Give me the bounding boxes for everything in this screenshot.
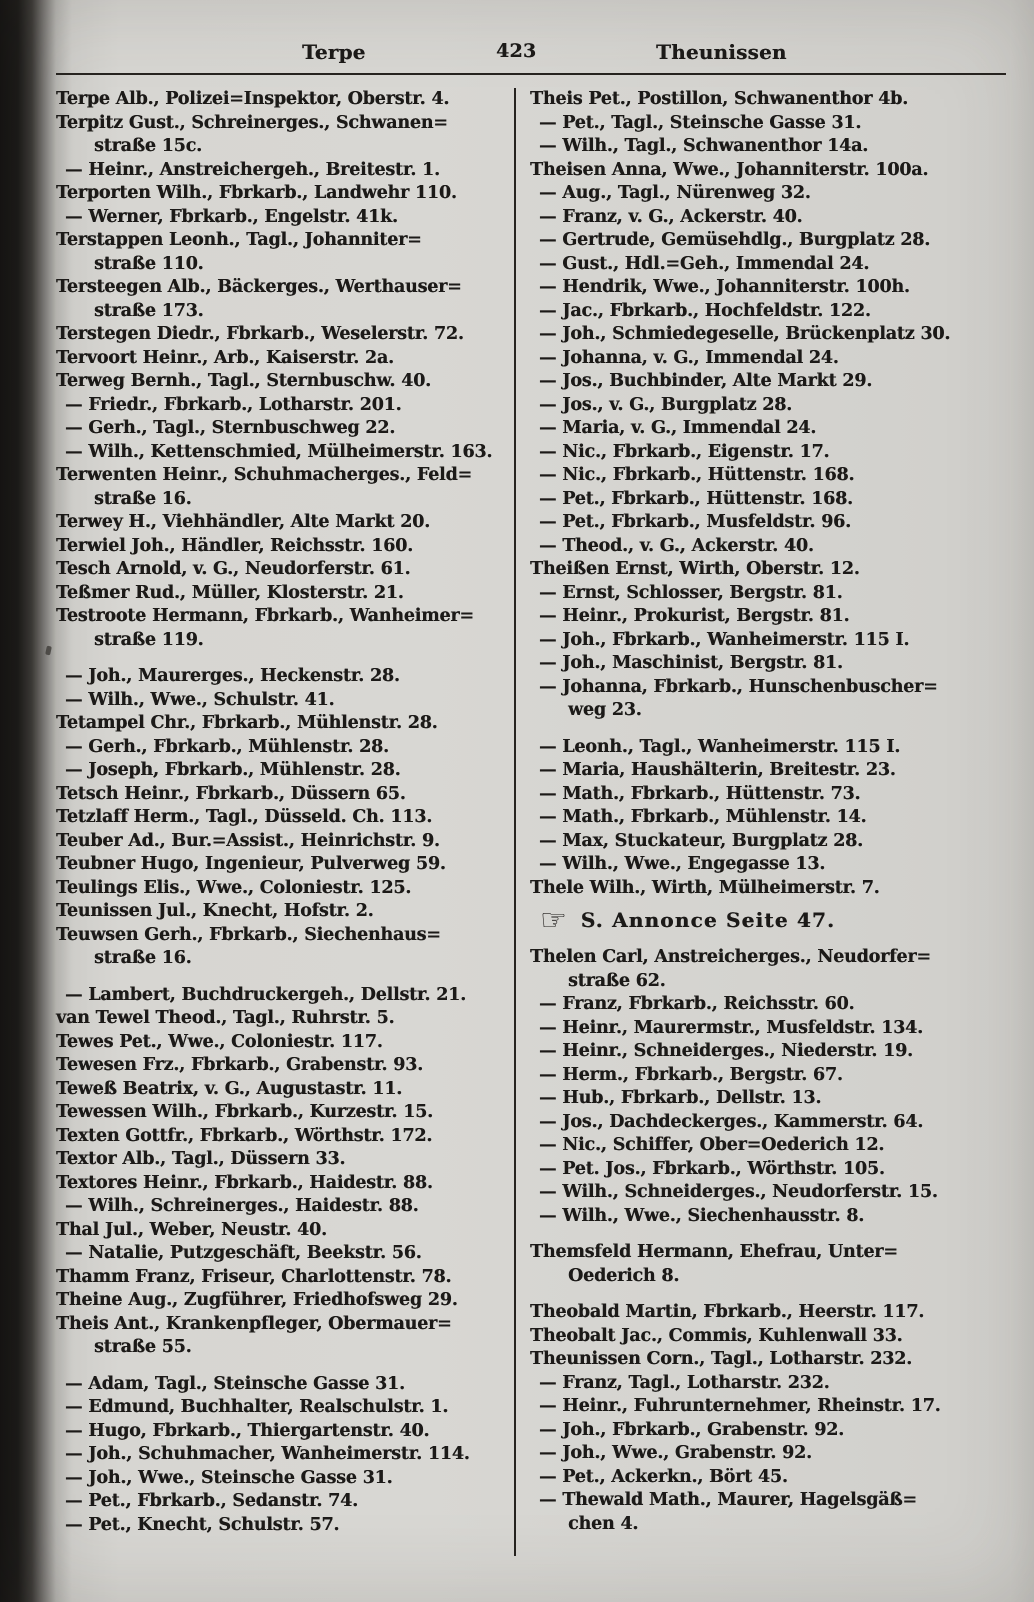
entry-line: — Joh., Schmiedegeselle, Brückenplatz 30. <box>539 324 951 344</box>
directory-entry <box>56 582 508 606</box>
entry-line: Tetampel Chr., Fbrkarb., Mühlenstr. 28. <box>56 713 438 733</box>
entry-line: — Johanna, v. G., Immendal 24. <box>539 347 839 368</box>
entry-line: — Joh., Wwe., Grabenstr. 92. <box>539 1443 812 1463</box>
directory-entry <box>56 417 508 441</box>
directory-entry <box>530 1325 1014 1349</box>
entry-line: Thal Jul., Weber, Neustr. 40. <box>56 1219 327 1240</box>
directory-entry <box>530 946 1014 993</box>
directory-entry <box>56 1172 508 1196</box>
entry-line: — Jac., Fbrkarb., Hochfeldstr. 122. <box>539 300 871 321</box>
directory-entry <box>530 1134 1014 1158</box>
directory-entry <box>530 1111 1014 1135</box>
directory-entry <box>530 1017 1014 1041</box>
directory-entry <box>530 605 1014 629</box>
directory-entry <box>56 276 508 323</box>
directory-entry <box>56 1373 508 1397</box>
directory-entry <box>530 1205 1014 1229</box>
entry-line: Teuber Ad., Bur.=Assist., Heinrichstr. 9. <box>56 830 440 851</box>
directory-entry <box>530 830 1014 854</box>
directory-entry <box>56 1313 508 1360</box>
entry-line: — Max, Stuckateur, Burgplatz 28. <box>539 830 863 851</box>
entry-line: — Franz, v. G., Ackerstr. 40. <box>539 206 803 227</box>
entry-line: Teuwsen Gerh., Fbrkarb., Siechenhaus= <box>56 924 441 945</box>
directory-entry <box>530 853 1014 877</box>
entry-line: Tewessen Wilh., Fbrkarb., Kurzestr. 15. <box>56 1102 433 1122</box>
entry-line: — Pet., Fbrkarb., Sedanstr. 74. <box>65 1491 358 1511</box>
directory-entry <box>56 1219 508 1243</box>
entry-line: Theis Ant., Krankenpfleger, Obermauer= <box>56 1313 452 1334</box>
entry-line: Thelen Carl, Anstreicherges., Neudorfer= <box>530 947 931 967</box>
directory-entry <box>530 1348 1014 1372</box>
entry-line: Teunissen Jul., Knecht, Hofstr. 2. <box>56 901 374 921</box>
directory-entry <box>530 464 1014 488</box>
directory-entry <box>56 783 508 807</box>
entry-line: Themsfeld Hermann, Ehefrau, Unter= <box>530 1242 898 1262</box>
right-column <box>522 88 1014 1556</box>
directory-entry <box>530 182 1014 206</box>
entry-line: Terwiel Joh., Händler, Reichsstr. 160. <box>56 535 413 556</box>
entry-line: — Johanna, Fbrkarb., Hunschenbuscher= <box>539 676 938 697</box>
entry-line: straße 110. <box>94 253 204 274</box>
entry-line: Thele Wilh., Wirth, Mülheimerstr. 7. <box>530 877 880 898</box>
entry-line: Textores Heinr., Fbrkarb., Haidestr. 88. <box>56 1172 433 1193</box>
entry-line: — Edmund, Buchhalter, Realschulstr. 1. <box>65 1397 449 1417</box>
directory-entry <box>530 1181 1014 1205</box>
directory-entry <box>56 206 508 230</box>
directory-entry <box>56 665 508 689</box>
entry-line: Theis Pet., Postillon, Schwanenthor 4b. <box>530 89 908 109</box>
directory-entry <box>56 394 508 418</box>
page-number: 423 <box>496 40 537 62</box>
directory-entry <box>530 1419 1014 1443</box>
entry-line: — Math., Fbrkarb., Mühlenstr. 14. <box>539 807 867 827</box>
directory-entry <box>56 689 508 713</box>
directory-entry <box>56 511 508 535</box>
entry-line: Tesch Arnold, v. G., Neudorferstr. 61. <box>56 559 411 579</box>
entry-line: — Joh., Maschinist, Bergstr. 81. <box>539 653 843 673</box>
directory-entry <box>56 605 508 652</box>
entry-line: — Theod., v. G., Ackerstr. 40. <box>539 535 814 556</box>
entry-line: straße 15c. <box>94 136 202 156</box>
entry-line: — Jos., v. G., Burgplatz 28. <box>539 394 793 415</box>
directory-entry <box>56 984 508 1008</box>
directory-entry <box>56 806 508 830</box>
entry-line: — Natalie, Putzgeschäft, Beekstr. 56. <box>65 1243 422 1263</box>
entry-line: — Wilh., Tagl., Schwanenthor 14a. <box>539 136 869 156</box>
directory-entry <box>530 1064 1014 1088</box>
entry-line: — Heinr., Fuhrunternehmer, Rheinstr. 17. <box>539 1396 941 1416</box>
entry-line: Tewes Pet., Wwe., Coloniestr. 117. <box>56 1031 383 1052</box>
directory-entry <box>530 1301 1014 1325</box>
directory-entry <box>56 182 508 206</box>
entry-line: — Wilh., Kettenschmied, Mülheimerstr. 163. <box>65 441 493 462</box>
annonce-text: S. Annonce Seite 47. <box>580 908 836 933</box>
directory-entry <box>56 712 508 736</box>
entry-line: Terpitz Gust., Schreinerges., Schwanen= <box>56 112 448 133</box>
entry-line: chen 4. <box>568 1513 639 1534</box>
directory-entry <box>530 206 1014 230</box>
entry-line: — Jos., Buchbinder, Alte Markt 29. <box>539 371 873 391</box>
directory-entry <box>530 135 1014 159</box>
directory-entry <box>56 535 508 559</box>
directory-entry <box>56 1396 508 1420</box>
entry-line: straße 173. <box>94 300 204 321</box>
entry-line: — Aug., Tagl., Nürenweg 32. <box>539 183 811 203</box>
entry-line: Textor Alb., Tagl., Düssern 33. <box>56 1149 346 1169</box>
entry-line: — Franz, Fbrkarb., Reichsstr. 60. <box>539 994 855 1014</box>
directory-entry <box>56 1467 508 1491</box>
directory-entry <box>530 159 1014 183</box>
entry-line: — Wilh., Wwe., Schulstr. 41. <box>65 689 335 710</box>
directory-entry <box>530 759 1014 783</box>
directory-entry <box>530 535 1014 559</box>
directory-entry <box>530 1040 1014 1064</box>
entry-line: — Heinr., Prokurist, Bergstr. 81. <box>539 606 850 626</box>
directory-entry <box>530 229 1014 253</box>
entry-line: Teulings Elis., Wwe., Coloniestr. 125. <box>56 877 412 898</box>
directory-entry <box>56 759 508 783</box>
directory-entry <box>530 300 1014 324</box>
directory-entry <box>530 347 1014 371</box>
entry-line: — Gerh., Tagl., Sternbuschweg 22. <box>65 418 396 438</box>
directory-entry <box>530 806 1014 830</box>
entry-line: — Thewald Math., Maurer, Hagelsgäß= <box>539 1490 917 1510</box>
entry-line: — Math., Fbrkarb., Hüttenstr. 73. <box>539 783 861 804</box>
directory-entry <box>530 1372 1014 1396</box>
directory-entry <box>530 877 1014 901</box>
entry-line: — Joh., Schuhmacher, Wanheimerstr. 114. <box>65 1444 470 1464</box>
directory-entry <box>56 1148 508 1172</box>
entry-line: — Heinr., Schneiderges., Niederstr. 19. <box>539 1041 913 1061</box>
left-column <box>56 88 508 1556</box>
entry-line: — Adam, Tagl., Steinsche Gasse 31. <box>65 1373 405 1394</box>
entry-line: — Gerh., Fbrkarb., Mühlenstr. 28. <box>65 736 389 757</box>
entry-line: — Joh., Fbrkarb., Wanheimerstr. 115 I. <box>539 629 910 650</box>
entry-line: Terweg Bernh., Tagl., Sternbuschw. 40. <box>56 371 431 391</box>
entry-line: Theine Aug., Zugführer, Friedhofsweg 29. <box>56 1290 458 1310</box>
directory-entry <box>56 924 508 971</box>
directory-entry <box>530 88 1014 112</box>
directory-entry <box>56 323 508 347</box>
directory-entry <box>56 736 508 760</box>
entry-line: — Pet., Tagl., Steinsche Gasse 31. <box>539 112 862 133</box>
entry-line: — Friedr., Fbrkarb., Lotharstr. 201. <box>65 394 402 415</box>
entry-line: Tetsch Heinr., Fbrkarb., Düssern 65. <box>56 783 406 804</box>
directory-entry <box>56 1054 508 1078</box>
header-right-keyword: Theunissen <box>656 40 787 64</box>
entry-line: Terporten Wilh., Fbrkarb., Landwehr 110. <box>56 183 457 203</box>
entry-line: Theißen Ernst, Wirth, Oberstr. 12. <box>530 559 860 579</box>
entry-line: Oederich 8. <box>568 1265 680 1286</box>
entry-line: Terstegen Diedr., Fbrkarb., Weselerstr. 72. <box>56 324 464 344</box>
entry-line: — Heinr., Anstreichergeh., Breitestr. 1. <box>65 159 440 180</box>
entry-line: Terstappen Leonh., Tagl., Johanniter= <box>56 230 422 250</box>
directory-entry <box>530 370 1014 394</box>
entry-line: Teßmer Rud., Müller, Klosterstr. 21. <box>56 582 404 603</box>
directory-columns <box>56 88 1014 1556</box>
entry-line: — Joh., Fbrkarb., Grabenstr. 92. <box>539 1419 845 1440</box>
entry-line: Tewesen Frz., Fbrkarb., Grabenstr. 93. <box>56 1055 423 1075</box>
entry-line: — Lambert, Buchdruckergeh., Dellstr. 21. <box>65 984 466 1005</box>
entry-line: — Gust., Hdl.=Geh., Immendal 24. <box>539 253 870 274</box>
directory-entry <box>56 1101 508 1125</box>
directory-entry <box>530 417 1014 441</box>
directory-entry <box>56 1031 508 1055</box>
entry-line: — Jos., Dachdeckerges., Kammerstr. 64. <box>539 1111 924 1132</box>
directory-entry <box>530 394 1014 418</box>
directory-entry <box>530 1087 1014 1111</box>
directory-entry <box>530 676 1014 723</box>
entry-line: straße 62. <box>568 970 666 991</box>
entry-line: — Leonh., Tagl., Wanheimerstr. 115 I. <box>539 736 901 757</box>
directory-entry <box>56 441 508 465</box>
entry-line: — Pet., Knecht, Schulstr. 57. <box>65 1514 340 1535</box>
header-left-keyword: Terpe <box>302 40 366 64</box>
entry-line: — Hub., Fbrkarb., Dellstr. 13. <box>539 1088 822 1108</box>
entry-line: — Nic., Fbrkarb., Hüttenstr. 168. <box>539 465 855 485</box>
manicule-icon: ☞ <box>540 903 567 938</box>
entry-line: — Ernst, Schlosser, Bergstr. 81. <box>539 582 843 603</box>
directory-entry <box>56 1266 508 1290</box>
entry-line: Texten Gottfr., Fbrkarb., Wörthstr. 172. <box>56 1125 433 1146</box>
entry-line: — Nic., Fbrkarb., Eigenstr. 17. <box>539 441 830 462</box>
directory-entry <box>56 1125 508 1149</box>
entry-line: Terpe Alb., Polizei=Inspektor, Oberstr. 4. <box>56 89 450 109</box>
entry-line: — Pet., Ackerkn., Bört 45. <box>539 1466 788 1487</box>
directory-entry <box>56 88 508 112</box>
directory-entry <box>530 993 1014 1017</box>
entry-line: Tervoort Heinr., Arb., Kaiserstr. 2a. <box>56 347 394 368</box>
entry-line: — Wilh., Wwe., Siechenhausstr. 8. <box>539 1205 865 1226</box>
directory-entry <box>56 464 508 511</box>
directory-entry <box>56 1289 508 1313</box>
directory-entry <box>530 783 1014 807</box>
directory-entry <box>530 323 1014 347</box>
entry-line: — Franz, Tagl., Lotharstr. 232. <box>539 1372 830 1393</box>
entry-line: Theunissen Corn., Tagl., Lotharstr. 232. <box>530 1349 912 1369</box>
entry-line: weg 23. <box>568 700 642 720</box>
directory-entry <box>530 253 1014 277</box>
entry-line: — Hendrik, Wwe., Johanniterstr. 100h. <box>539 277 910 297</box>
entry-line: Theobalt Jac., Commis, Kuhlenwall 33. <box>530 1325 903 1346</box>
entry-line: — Heinr., Maurermstr., Musfeldstr. 134. <box>539 1017 923 1038</box>
entry-line: Terwenten Heinr., Schuhmacherges., Feld= <box>56 465 472 485</box>
directory-entry <box>530 441 1014 465</box>
directory-entry <box>530 736 1014 760</box>
entry-line: — Maria, Haushälterin, Breitestr. 23. <box>539 760 896 780</box>
entry-line: — Hugo, Fbrkarb., Thiergartenstr. 40. <box>65 1420 430 1441</box>
directory-entry <box>56 830 508 854</box>
directory-entry <box>530 112 1014 136</box>
directory-entry <box>56 159 508 183</box>
entry-line: van Tewel Theod., Tagl., Ruhrstr. 5. <box>56 1008 395 1028</box>
entry-line: — Werner, Fbrkarb., Engelstr. 41k. <box>65 206 398 227</box>
directory-entry <box>530 582 1014 606</box>
directory-entry <box>56 347 508 371</box>
directory-entry <box>56 229 508 276</box>
entry-line: straße 119. <box>94 629 204 650</box>
directory-entry <box>530 1466 1014 1490</box>
entry-line: Tersteegen Alb., Bäckerges., Werthauser= <box>56 277 462 297</box>
entry-line: — Nic., Schiffer, Ober=Oederich 12. <box>539 1135 885 1155</box>
directory-entry <box>530 558 1014 582</box>
entry-line: straße 55. <box>94 1337 192 1357</box>
directory-entry <box>56 1490 508 1514</box>
directory-entry <box>530 1489 1014 1536</box>
entry-line: Testroote Hermann, Fbrkarb., Wanheimer= <box>56 606 474 626</box>
directory-entry <box>530 1241 1014 1288</box>
directory-entry <box>56 900 508 924</box>
directory-entry <box>56 1514 508 1538</box>
entry-line: — Pet. Jos., Fbrkarb., Wörthstr. 105. <box>539 1158 885 1179</box>
entry-line: Thamm Franz, Friseur, Charlottenstr. 78. <box>56 1266 452 1287</box>
entry-line: — Wilh., Schneiderges., Neudorferstr. 15. <box>539 1182 938 1202</box>
entry-line: — Joseph, Fbrkarb., Mühlenstr. 28. <box>65 760 401 780</box>
directory-entry <box>56 853 508 877</box>
directory-entry <box>56 1007 508 1031</box>
directory-entry <box>530 511 1014 535</box>
directory-entry <box>530 1442 1014 1466</box>
directory-entry <box>56 1242 508 1266</box>
directory-entry <box>56 112 508 159</box>
directory-entry <box>56 370 508 394</box>
entry-line: Theobald Martin, Fbrkarb., Heerstr. 117. <box>530 1302 925 1322</box>
directory-entry <box>530 652 1014 676</box>
directory-entry <box>56 1443 508 1467</box>
entry-line: Theisen Anna, Wwe., Johanniterstr. 100a. <box>530 159 929 180</box>
entry-line: — Maria, v. G., Immendal 24. <box>539 418 817 438</box>
directory-entry <box>530 629 1014 653</box>
running-header <box>56 40 1014 66</box>
column-divider <box>514 88 516 1556</box>
entry-line: Tetzlaff Herm., Tagl., Düsseld. Ch. 113. <box>56 807 433 827</box>
directory-entry <box>56 1420 508 1444</box>
entry-line: straße 16. <box>94 488 192 509</box>
entry-line: — Pet., Fbrkarb., Hüttenstr. 168. <box>539 488 853 509</box>
entry-line: — Gertrude, Gemüsehdlg., Burgplatz 28. <box>539 230 931 250</box>
entry-line: — Pet., Fbrkarb., Musfeldstr. 96. <box>539 512 851 532</box>
entry-line: — Joh., Wwe., Steinsche Gasse 31. <box>65 1467 393 1488</box>
entry-line: Terwey H., Viehhändler, Alte Markt 20. <box>56 512 430 532</box>
directory-entry <box>56 877 508 901</box>
entry-line: Teubner Hugo, Ingenieur, Pulverweg 59. <box>56 854 446 874</box>
annonce-reference <box>530 903 1014 938</box>
entry-line: — Wilh., Schreinerges., Haidestr. 88. <box>65 1196 419 1216</box>
entry-line: — Wilh., Wwe., Engegasse 13. <box>539 854 826 874</box>
entry-line: Teweß Beatrix, v. G., Augustastr. 11. <box>56 1078 403 1099</box>
entry-line: — Joh., Maurerges., Heckenstr. 28. <box>65 666 400 686</box>
page-content <box>56 0 1014 1556</box>
directory-entry <box>530 488 1014 512</box>
directory-entry <box>530 1395 1014 1419</box>
header-rule <box>56 73 1006 75</box>
directory-entry <box>56 1078 508 1102</box>
entry-line: straße 16. <box>94 948 192 968</box>
directory-entry <box>56 1195 508 1219</box>
scan-speck <box>45 646 52 656</box>
entry-line: — Herm., Fbrkarb., Bergstr. 67. <box>539 1064 843 1085</box>
directory-entry <box>530 1158 1014 1182</box>
directory-entry <box>56 558 508 582</box>
directory-entry <box>530 276 1014 300</box>
